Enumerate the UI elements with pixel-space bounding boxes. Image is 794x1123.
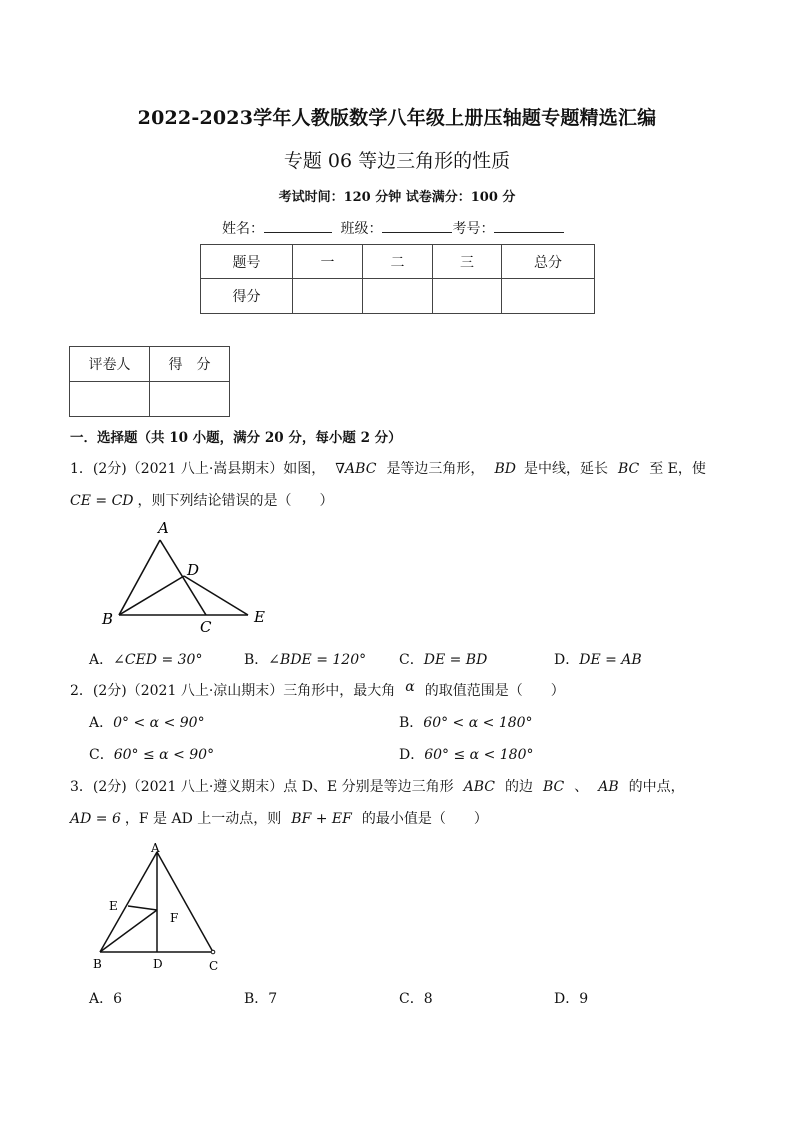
q3-figure: [88, 836, 228, 976]
name-blank[interactable]: [264, 218, 332, 233]
q2-alpha: α: [405, 679, 415, 695]
q1-label-d: D: [187, 561, 200, 579]
option-text: ∠BDE = 120°: [268, 652, 367, 668]
grader-cell[interactable]: [70, 382, 150, 417]
score-header-cell: 二: [363, 245, 433, 279]
option-text: 9: [579, 991, 589, 1007]
q3-label-f: F: [170, 911, 179, 925]
option-text: 60° ≤ α < 180°: [424, 747, 534, 763]
q3-label-d: D: [153, 957, 163, 971]
score-table: [200, 244, 595, 314]
q3-text-3: ，F 是 AD 上一动点，则: [124, 811, 282, 827]
q3-point-c: [211, 950, 215, 954]
option-text: DE = AB: [579, 652, 642, 668]
option-letter: A．: [89, 652, 114, 668]
q3-expr: BF + EF: [291, 811, 352, 827]
number-blank[interactable]: [494, 218, 564, 233]
option-letter: C．: [399, 652, 424, 668]
score-header-cell: 一: [293, 245, 363, 279]
exam-info: 考试时间：120 分钟 试卷满分：100 分: [278, 190, 516, 205]
score-header-cell: 总分: [502, 245, 595, 279]
q3-text-2: 的中点，: [628, 779, 685, 795]
q3-prefix: 3．(2分)（2021 八上·遵义期末）点 D、E 分别是等边三角形: [70, 779, 454, 795]
number-label: 考号：: [452, 221, 495, 237]
q1-text-1: 是等边三角形，: [386, 461, 485, 477]
grader-header-cell: 得 分: [150, 347, 230, 382]
q3-ad: AD = 6: [70, 811, 121, 827]
q3-label-b: B: [93, 957, 102, 971]
option-letter: A．: [89, 715, 114, 731]
q3-label-c: C: [209, 959, 219, 973]
option-text: 60° ≤ α < 90°: [113, 747, 215, 763]
q3-text-1: 的边: [505, 779, 533, 795]
grader-header-cell: 评卷人: [70, 347, 150, 382]
question-3-line-1: [70, 776, 685, 796]
option-text: 0° < α < 90°: [113, 715, 205, 731]
score-cell[interactable]: [502, 279, 595, 314]
q1-option-d[interactable]: [554, 649, 642, 669]
score-cell[interactable]: [363, 279, 433, 314]
section-title: 一．选择题（共 10 小题，满分 20 分，每小题 2 分）: [70, 430, 402, 446]
q3-sep: 、: [574, 779, 589, 795]
q3-edge-ef: [128, 906, 157, 910]
q2-option-d[interactable]: [399, 744, 534, 764]
option-letter: A．: [89, 991, 114, 1007]
option-text: 8: [423, 991, 433, 1007]
q1-ce-cd: CE = CD: [70, 493, 134, 509]
q1-option-a[interactable]: [89, 649, 202, 669]
class-label: 班级：: [340, 221, 383, 237]
option-letter: C．: [399, 991, 424, 1007]
class-blank[interactable]: [382, 218, 452, 233]
q3-ab: AB: [598, 779, 619, 795]
q3-option-a[interactable]: [89, 988, 122, 1008]
q2-option-a[interactable]: [89, 712, 205, 732]
document-subtitle: 专题 06 等边三角形的性质: [283, 150, 511, 172]
q1-text-3: 至 E，使: [649, 461, 706, 477]
option-letter: B．: [399, 715, 424, 731]
question-1-line-2: [70, 490, 334, 510]
q3-option-d[interactable]: [554, 988, 588, 1008]
q1-figure-lines: [119, 540, 248, 615]
student-info-line: [222, 218, 564, 238]
q3-edge-ac: [157, 852, 213, 952]
question-2-line-1: [70, 680, 565, 700]
q1-figure: [98, 515, 278, 635]
q1-label-b: B: [102, 610, 114, 628]
grader-table: [69, 346, 230, 417]
option-letter: D．: [399, 747, 425, 763]
q1-text-2: 是中线，延长: [523, 461, 608, 477]
q1-option-b[interactable]: [244, 649, 366, 669]
option-letter: C．: [89, 747, 114, 763]
q2-text: 的取值范围是（ ）: [424, 683, 565, 699]
document-title: 2022-2023学年人教版数学八年级上册压轴题专题精选汇编: [137, 107, 657, 129]
q1-label-c: C: [200, 618, 212, 635]
q3-option-c[interactable]: [399, 988, 433, 1008]
score-header-cell: 三: [433, 245, 502, 279]
q2-option-c[interactable]: [89, 744, 214, 764]
option-text: DE = BD: [423, 652, 488, 668]
q1-label-a: A: [158, 519, 169, 537]
option-letter: D．: [554, 991, 580, 1007]
q3-bc: BC: [543, 779, 565, 795]
q2-prefix: 2．(2分)（2021 八上·凉山期末）三角形中，最大角: [70, 683, 396, 699]
option-text: 60° < α < 180°: [423, 715, 533, 731]
option-letter: B．: [244, 991, 269, 1007]
option-letter: B．: [244, 652, 269, 668]
q3-text-4: 的最小值是（ ）: [361, 811, 488, 827]
option-letter: D．: [554, 652, 580, 668]
q3-edge-bf: [100, 910, 157, 952]
q1-prefix: 1．(2分)（2021 八上·嵩县期末）如图，: [70, 461, 326, 477]
option-text: ∠CED = 30°: [113, 652, 203, 668]
option-text: 7: [268, 991, 278, 1007]
score-row-label: 得分: [201, 279, 293, 314]
q3-abc: ABC: [463, 779, 495, 795]
name-label: 姓名：: [222, 221, 264, 237]
score-header-cell: 题号: [201, 245, 293, 279]
q3-label-e: E: [109, 899, 118, 913]
score-cell[interactable]: [433, 279, 502, 314]
question-3-line-2: [70, 808, 488, 828]
q1-option-c[interactable]: [399, 649, 487, 669]
q1-triangle: ∇ABC: [335, 461, 377, 477]
question-1-line-1: [70, 458, 706, 478]
q1-bd: BD: [494, 461, 516, 477]
grader-cell[interactable]: [150, 382, 230, 417]
q1-edge-ab: [119, 540, 160, 615]
q1-text-4: ，则下列结论错误的是（ ）: [137, 493, 334, 509]
score-cell[interactable]: [293, 279, 363, 314]
q2-option-b[interactable]: [399, 712, 533, 732]
option-text: 6: [113, 991, 123, 1007]
q3-option-b[interactable]: [244, 988, 277, 1008]
q3-label-a: A: [151, 841, 160, 855]
q1-bc: BC: [617, 461, 640, 477]
q1-label-e: E: [254, 608, 265, 626]
